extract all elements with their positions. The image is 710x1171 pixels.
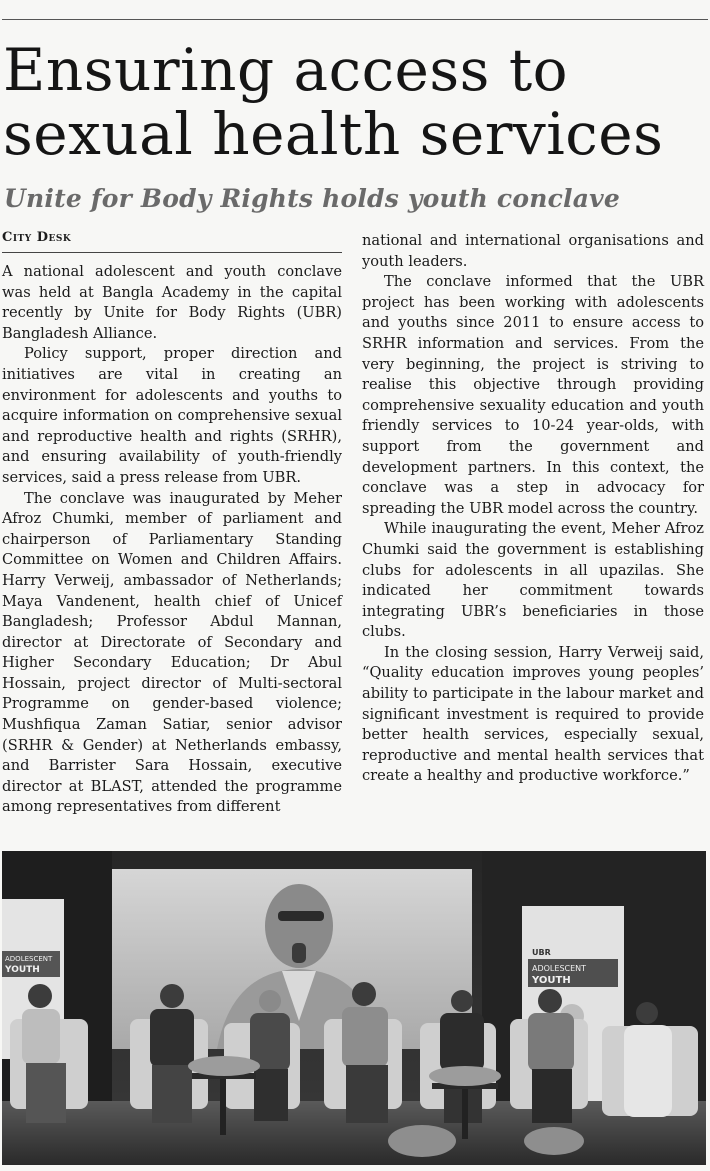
svg-text:YOUTH: YOUTH [5,965,40,975]
event-photo [2,851,706,1165]
paragraph: A national adolescent and youth conclave was held at Bangla Academy in the capital recently by Unite for Body Rights (UBR) Bangladesh Alliance. [2,263,342,342]
left-column [2,262,342,818]
paragraph: While inaugurating the event, Meher Afroz Chumki said the government is establishing clubs for adolescents in all upazilas. She indicated her commitment towards integrating UBR’s beneficiaries in those clubs. [362,520,704,641]
paragraph: Policy support, proper direction and initiatives are vital in creating an environment for adolescents and youths to acquire information on comprehensive sexual and reproductive health and rights (SRHR), and ensuring availability of youth-friendly services, said a press release from UBR. [2,345,342,486]
paragraph: national and international organisations and youth leaders. [362,232,704,270]
headline: Ensuring access to sexual health services [3,36,664,168]
top-rule [2,19,708,20]
svg-text:YOUTH: YOUTH [532,975,571,986]
svg-text:UBR: UBR [532,948,551,957]
subheadline: Unite for Body Rights holds youth conclave [4,184,620,213]
paragraph: The conclave was inaugurated by Meher Afroz Chumki, member of parliament and chairperson of Parliamentary Standing Committee on Women and Children Affairs. Harry Verweij, ambassador of Netherlands; Maya Vandenent, health chief of Unicef Bangladesh; Professor Abdul Mannan, director at Directorate of Secondary and Higher Secondary Education; Dr Abul Hossain, project director of Multi-sectoral Programme on gender-based violence; Mushfiqua Zaman Satiar, senior advisor (SRHR & Gender) at Netherlands embassy, and Barrister Sara Hossain, executive director at BLAST, attended the programme among representatives from different [2,489,342,816]
svg-text:ADOLESCENT: ADOLESCENT [532,964,587,973]
right-column [362,231,704,787]
paragraph: In the closing session, Harry Verweij said, “Quality education improves young peoples’ ability to participate in the labour market and significant investment is required to provide better health services, especially sexual, reproductive and mental health services that create a healthy and productive workforce.” [362,643,704,785]
paragraph: The conclave informed that the UBR project has been working with adolescents and youths since 2011 to ensure access to SRHR information and services. From the very beginning, the project is striving to realise this objective through providing comprehensive sexuality education and youth friendly services to 10-24 year-olds, with support from the government and development partners. In this context, the conclave was a step in advocacy for spreading the UBR model across the country. [362,273,704,517]
banner-left-text: ADOLESCENT [5,955,53,963]
byline-rule [2,252,342,253]
byline: City Desk [2,230,72,245]
